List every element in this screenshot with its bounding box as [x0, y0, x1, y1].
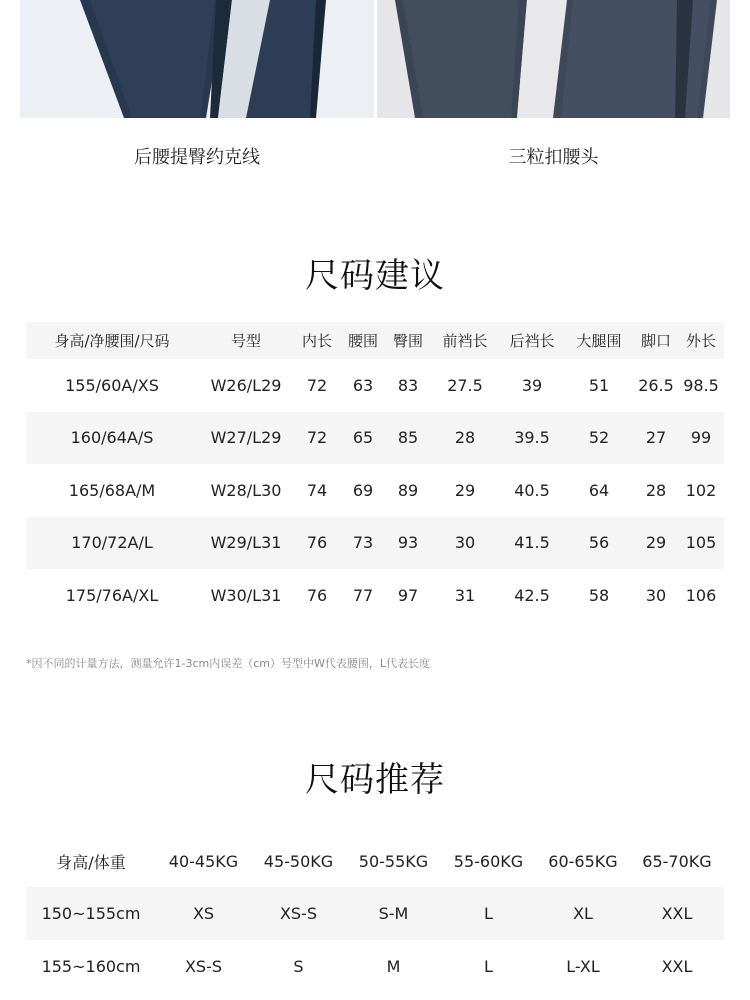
- measurement-note: *因不同的计量方法，测量允许1-3cm内误差（cm）号型中W代表腰围，L代表长度: [26, 657, 430, 670]
- table-cell: 30: [645, 585, 667, 605]
- table-cell: 155~160cm: [41, 957, 141, 976]
- table-cell: 155/60A/XS: [65, 375, 159, 395]
- table-cell: 160/64A/S: [70, 428, 154, 448]
- header-cell: 臀围: [392, 332, 423, 350]
- table-cell: 175/76A/XL: [65, 585, 159, 605]
- table-row: [26, 464, 724, 517]
- table-cell: 29: [454, 480, 476, 500]
- table-cell: 52: [588, 428, 610, 448]
- table-cell: L: [484, 904, 493, 923]
- table-cell: XXL: [661, 904, 693, 923]
- table-cell: W28/L30: [210, 480, 282, 500]
- recommend-header-row: [26, 835, 724, 887]
- table-cell: 27: [645, 428, 667, 448]
- table-cell: XS-S: [279, 904, 318, 923]
- table-cell: 58: [588, 585, 610, 605]
- table-cell: 29: [645, 533, 667, 553]
- table-cell: 106: [685, 585, 717, 605]
- table-cell: 26.5: [638, 375, 674, 395]
- table-cell: 93: [397, 533, 419, 553]
- table-cell: 27.5: [447, 375, 483, 395]
- table-cell: 97: [397, 585, 419, 605]
- table-cell: 72: [306, 428, 328, 448]
- header-cell: 大腿围: [576, 332, 622, 350]
- header-cell: 45-50KG: [263, 851, 334, 871]
- table-cell: 77: [352, 585, 374, 605]
- table-cell: W29/L31: [210, 533, 282, 553]
- back-waist-yoke-photo: [20, 0, 374, 118]
- table-cell: XXL: [661, 957, 693, 976]
- table-cell: W26/L29: [210, 375, 282, 395]
- table-cell: 76: [306, 533, 328, 553]
- table-cell: 28: [645, 480, 667, 500]
- table-cell: 65: [352, 428, 374, 448]
- table-cell: XS-S: [184, 957, 223, 976]
- table-cell: 99: [690, 428, 712, 448]
- header-cell: 前裆长: [442, 332, 488, 350]
- table-row: [26, 412, 724, 465]
- header-cell: 40-45KG: [168, 851, 239, 871]
- table-cell: 30: [454, 533, 476, 553]
- header-cell: 65-70KG: [642, 851, 712, 871]
- table-cell: 69: [352, 480, 374, 500]
- header-cell: 脚口: [640, 332, 671, 350]
- back-yoke-caption: 后腰提臀约克线: [134, 147, 260, 168]
- table-cell: 63: [352, 375, 374, 395]
- table-cell: L-XL: [566, 957, 600, 976]
- table-cell: 40.5: [514, 480, 550, 500]
- table-row: [26, 569, 724, 622]
- table-row: [26, 359, 724, 412]
- table-row: [26, 940, 724, 993]
- header-cell: 号型: [230, 332, 261, 350]
- table-cell: XL: [573, 904, 593, 923]
- button-waistband-caption: 三粒扣腰头: [508, 147, 599, 168]
- table-cell: 72: [306, 375, 328, 395]
- table-cell: 56: [588, 533, 610, 553]
- table-cell: 74: [306, 480, 328, 500]
- table-cell: 31: [454, 585, 476, 605]
- table-cell: W30/L31: [210, 585, 282, 605]
- button-waistband-photo: [377, 0, 730, 118]
- table-cell: 102: [685, 480, 717, 500]
- table-cell: L: [484, 957, 493, 976]
- table-row: [26, 887, 724, 940]
- table-cell: 85: [397, 428, 419, 448]
- table-cell: S-M: [378, 904, 409, 923]
- table-cell: 83: [397, 375, 419, 395]
- header-cell: 后裆长: [509, 332, 555, 350]
- jeans-front-image: [377, 0, 730, 118]
- size-chart-table: [26, 322, 724, 622]
- size-chart-title: 尺码建议: [305, 256, 445, 296]
- header-cell: 身高/净腰围/尺码: [54, 332, 170, 350]
- table-cell: 39: [521, 375, 543, 395]
- table-cell: 170/72A/L: [71, 533, 153, 553]
- size-recommend-table: [26, 835, 724, 993]
- table-cell: 41.5: [514, 533, 550, 553]
- header-cell: 内长: [301, 332, 332, 350]
- table-cell: S: [293, 957, 304, 976]
- size-recommend-title: 尺码推荐: [305, 760, 445, 800]
- jeans-back-image: [20, 0, 374, 118]
- table-cell: 98.5: [683, 375, 719, 395]
- table-cell: XS: [192, 904, 215, 923]
- table-cell: 105: [685, 533, 717, 553]
- size-chart-header-row: [26, 322, 724, 359]
- table-cell: 64: [588, 480, 610, 500]
- table-cell: 51: [588, 375, 610, 395]
- table-row: [26, 517, 724, 570]
- table-cell: 165/68A/M: [68, 480, 156, 500]
- table-cell: W27/L29: [210, 428, 282, 448]
- table-cell: 39.5: [514, 428, 550, 448]
- table-cell: 28: [454, 428, 476, 448]
- table-cell: 73: [352, 533, 374, 553]
- header-cell: 身高/体重: [56, 852, 126, 872]
- header-cell: 50-55KG: [358, 851, 429, 871]
- table-cell: 76: [306, 585, 328, 605]
- table-cell: 42.5: [514, 585, 550, 605]
- header-cell: 腰围: [347, 332, 378, 350]
- table-cell: M: [386, 957, 401, 976]
- header-cell: 55-60KG: [453, 851, 524, 871]
- table-cell: 150~155cm: [41, 904, 141, 923]
- table-cell: 89: [397, 480, 419, 500]
- header-cell: 60-65KG: [548, 851, 618, 871]
- header-cell: 外长: [685, 332, 716, 350]
